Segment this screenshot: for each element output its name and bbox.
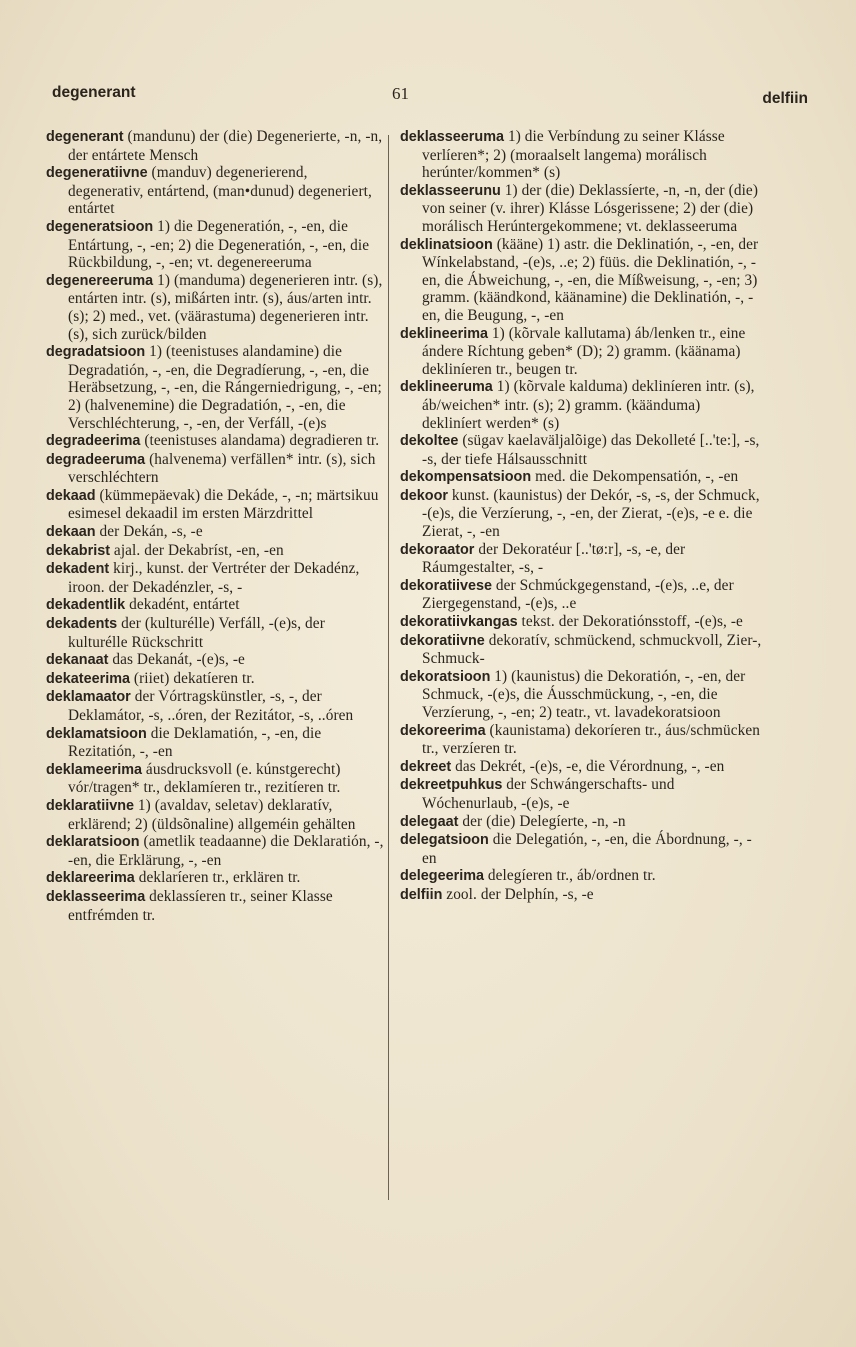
entry-definition: 1) (avaldav, seletav) deklaratív, erklärend; 2) (üldsõnaline) allgeméin gehälten [68, 796, 356, 833]
dictionary-entry [400, 886, 762, 905]
entry-headword: deklineerima [400, 325, 488, 342]
entry-headword: dekaan [46, 524, 96, 541]
entry-headword: degenerant [46, 129, 124, 145]
entry-headword: deklasseerima [46, 888, 146, 905]
entry-definition: der (die) Delegíerte, -n, -n [458, 812, 626, 830]
entry-headword: deklamaator [46, 689, 131, 706]
dictionary-entry [46, 487, 386, 523]
header-last-headword: delfiin [762, 90, 808, 107]
entry-headword: dekadents [46, 616, 118, 633]
header-first-headword: degenerant [52, 84, 136, 101]
dictionary-entry [400, 632, 762, 668]
page-header [52, 84, 808, 114]
entry-definition: 1) (kõrvale kalduma) dekliníeren intr. (s), áb/weichen* intr. (s); 2) gramm. (käänduma) dekliníert werden* (s) [422, 378, 755, 432]
entry-definition: (kümmepäevak) die Dekáde, -, -n; märtsikuu esimesel dekaadil im ersten Märzdrittel [68, 486, 379, 523]
entry-headword: dekateerima [46, 670, 130, 687]
entry-definition: der Schwángerschafts- und Wóchenurlaub, -(e)s, -e [422, 776, 675, 812]
entry-headword: dekreet [400, 758, 452, 775]
entry-headword: delegeerima [400, 868, 484, 885]
entry-headword: deklameerima [46, 761, 142, 778]
entry-headword: degenereeruma [46, 272, 154, 289]
dictionary-entry [400, 432, 762, 468]
dictionary-entry [400, 182, 762, 236]
entry-definition: (kaunistama) dekoríeren tr., áus/schmücken tr., verzíeren tr. [422, 721, 761, 758]
dictionary-entry [46, 218, 386, 272]
entry-headword: degradeeruma [46, 451, 146, 468]
dictionary-entry [400, 325, 762, 379]
page-number: 61 [392, 84, 409, 103]
entry-definition: (riiet) dekatíeren tr. [130, 669, 255, 687]
dictionary-entry [46, 725, 386, 761]
dictionary-entry [400, 577, 762, 613]
entry-definition: 1) (manduma) degenerieren intr. (s), entárten intr. (s), mißárten intr. (s), áus/arten intr. (s); 2) med., vet. (väärastuma) degenerieren intr. (s), sich zurück/bilden [68, 271, 383, 343]
dictionary-entry [400, 613, 762, 632]
entry-headword: dekompensatsioon [400, 469, 532, 486]
dictionary-entry [46, 128, 386, 164]
entry-headword: degeneratiivne [46, 165, 148, 182]
entry-definition: kunst. (kaunistus) der Dekór, -s, -s, der Schmuck, -(e)s, die Verzíerung, -, -en, der Zierat, -(e)s, -e e. die Zierat, -, -en [422, 486, 760, 541]
entry-definition: deklaríeren tr., erklären tr. [134, 869, 301, 887]
entry-definition: kirj., kunst. der Vertréter der Dekadénz, iroon. der Dekadénzler, -s, - [68, 560, 360, 596]
dictionary-entry [400, 758, 762, 777]
entry-definition: dekadént, entártet [125, 596, 240, 614]
entry-headword: degradatsioon [46, 344, 146, 361]
dictionary-entry [400, 378, 762, 432]
entry-definition: (mandunu) der (die) Degenerierte, -n, -n, der entártete Mensch [68, 128, 383, 164]
entry-definition: 1) die Degeneratión, -, -en, die Entártung, -, -en; 2) die Degeneratión, -, -en, die Rückbildung, -, -en; vt. degenereeruma [68, 217, 370, 272]
entry-definition: zool. der Delphín, -s, -e [442, 885, 594, 903]
dictionary-entry [46, 523, 386, 542]
entry-definition: 1) die Verbíndung zu seiner Klásse verlíeren*; 2) (moraalselt langema) morálisch herúnter/kommen* (s) [422, 128, 725, 182]
entry-headword: delegatsioon [400, 832, 489, 849]
entry-definition: (halvenema) verfällen* intr. (s), sich verschléchtern [68, 450, 376, 487]
dictionary-entry [46, 343, 386, 432]
dictionary-entry [46, 869, 386, 888]
dictionary-entry [46, 688, 386, 724]
entry-headword: dekadentlik [46, 597, 126, 614]
entry-headword: dekadent [46, 561, 110, 578]
entry-definition: tekst. der Dekoratiónsstoff, -(e)s, -e [517, 613, 743, 631]
entry-headword: delegaat [400, 813, 459, 830]
dictionary-entry [400, 128, 762, 182]
entry-definition: 1) (kaunistus) die Dekoratión, -, -en, der Schmuck, -(e)s, die Áusschmückung, -, -en, die Verzíerung, -, -en; 2) teatr., vt. lavadekoratsioon [422, 667, 746, 721]
entry-headword: deklareerima [46, 870, 135, 887]
entry-headword: deklaratiivne [46, 797, 134, 814]
dictionary-entry [46, 651, 386, 670]
entry-definition: 1) (teenistuses alandamine) die Degradatión, -, -en, die Degradíerung, -, -en, die Heräbsetzung, -, -en, die Rángerniedrigung, -, -en; 2) (halvenemine) die Degradatión, -, -en, die Verschléchterung, -, -en, der Verfáll, -(e)s [68, 343, 382, 432]
entry-headword: dekoratsioon [400, 668, 491, 685]
dictionary-entry [46, 670, 386, 689]
entry-definition: (teenistuses alandama) degradieren tr. [140, 432, 380, 450]
column-divider [388, 135, 389, 1200]
dictionary-entry [46, 560, 386, 596]
entry-definition: der Dekoratéur [..'tø:r], -s, -e, der Ráumgestalter, -s, - [422, 540, 686, 577]
dictionary-entry [46, 432, 386, 451]
entry-definition: deklassíeren tr., seiner Klasse entfrémden tr. [68, 887, 333, 924]
entry-definition: die Delegatión, -, -en, die Ábordnung, -, -en [422, 831, 752, 867]
dictionary-entry [400, 541, 762, 577]
entry-headword: dekanaat [46, 652, 109, 669]
entry-headword: deklasseeruma [400, 129, 505, 145]
dictionary-entry [400, 867, 762, 886]
dictionary-entry [400, 776, 762, 812]
entry-headword: dekreetpuhkus [400, 777, 503, 794]
dictionary-entry [46, 761, 386, 797]
entry-headword: dekoltee [400, 433, 459, 450]
entry-headword: dekoor [400, 487, 448, 504]
entry-headword: dekoratiivne [400, 632, 485, 649]
entry-headword: delfiin [400, 886, 443, 903]
entry-definition: med. die Dekompensatión, -, -en [531, 468, 739, 486]
entry-definition: delegíeren tr., áb/ordnen tr. [484, 867, 656, 885]
entry-definition: 1) (kõrvale kallutama) áb/lenken tr., eine ándere Ríchtung geben* (D); 2) gramm. (käänama) dekliníeren tr., beugen tr. [422, 324, 746, 378]
entry-headword: dekoraator [400, 541, 475, 558]
dictionary-entry [46, 615, 386, 651]
entry-definition: áusdrucksvoll (e. kúnstgerecht) vór/tragen* tr., deklamíeren tr., rezitíeren tr. [68, 760, 341, 797]
dictionary-entry [400, 668, 762, 722]
dictionary-entry [46, 164, 386, 218]
entry-definition: der Dekán, -s, -e [95, 523, 203, 541]
entry-definition: (manduv) degenerierend, degenerativ, entártend, (man•dunud) degeneriert, entártet [68, 164, 372, 218]
entry-headword: degradeerima [46, 433, 141, 450]
dictionary-entry [400, 831, 762, 867]
entry-definition: die Deklamatión, -, -en, die Rezitatión, -, -en [68, 724, 322, 761]
entry-headword: dekabrist [46, 542, 110, 559]
entry-definition: 1) der (die) Deklassíerte, -n, -n, der (die) von seiner (v. ihrer) Klásse Lósgerissene; 2) der (die) morálisch Herúntergekommene; vt. deklasseeruma [422, 181, 759, 235]
dictionary-entry [46, 596, 386, 615]
entry-definition: das Dekrét, -(e)s, -e, die Vérordnung, -, -en [451, 757, 725, 775]
dictionary-entry [400, 487, 762, 541]
entry-definition: der Vórtragskünstler, -s, -, der Deklamátor, -s, ..óren, der Rezitátor, -s, ..óren [68, 688, 354, 724]
dictionary-entry [46, 797, 386, 833]
entry-headword: dekaad [46, 487, 96, 504]
dictionary-entry [46, 451, 386, 487]
entry-definition: das Dekanát, -(e)s, -e [108, 651, 245, 669]
entry-definition: (sügav kaelaväljalõige) das Dekolleté [..'te:], -s, -s, der tiefe Hálsausschnitt [422, 432, 760, 468]
entry-headword: deklamatsioon [46, 725, 147, 742]
dictionary-entry [400, 813, 762, 832]
entry-headword: deklineeruma [400, 379, 493, 396]
entry-headword: deklinatsioon [400, 236, 493, 253]
entry-definition: der (kulturélle) Verfáll, -(e)s, der kulturélle Rückschritt [68, 615, 325, 651]
dictionary-entry [46, 833, 386, 869]
entry-headword: degeneratsioon [46, 218, 154, 235]
entry-definition: der Schmúckgegenstand, -(e)s, ..e, der Ziergegenstand, -(e)s, ..e [422, 576, 734, 613]
entry-headword: deklasseerunu [400, 182, 501, 199]
dictionary-entry [46, 888, 386, 924]
entry-definition: (ametlik teadaanne) die Deklaratión, -, -en, die Erklärung, -, -en [68, 833, 384, 869]
entry-headword: dekoreerima [400, 722, 486, 739]
left-column [46, 128, 386, 924]
entry-definition: dekoratív, schmückend, schmuckvoll, Zier-, Schmuck- [422, 631, 762, 668]
entry-definition: ajal. der Dekabríst, -en, -en [110, 541, 284, 559]
dictionary-entry [46, 542, 386, 561]
dictionary-entry [400, 468, 762, 487]
entry-headword: dekoratiivkangas [400, 614, 518, 631]
entry-definition: (kääne) 1) astr. die Deklinatión, -, -en, der Wínkelabstand, -(e)s, ..e; 2) füüs. die Deklinatión, -, -en, die Ábweichung, -, -en, die Míßweisung, -, -en; 3) gramm. (käändkond, käänamine) die Deklinatión, -, -en, die Beugung, -, -en [422, 235, 759, 324]
entry-headword: dekoratiivese [400, 577, 492, 594]
right-column [400, 128, 762, 905]
entry-headword: deklaratsioon [46, 834, 140, 851]
dictionary-entry [400, 722, 762, 758]
dictionary-entry [46, 272, 386, 343]
dictionary-entry [400, 236, 762, 325]
